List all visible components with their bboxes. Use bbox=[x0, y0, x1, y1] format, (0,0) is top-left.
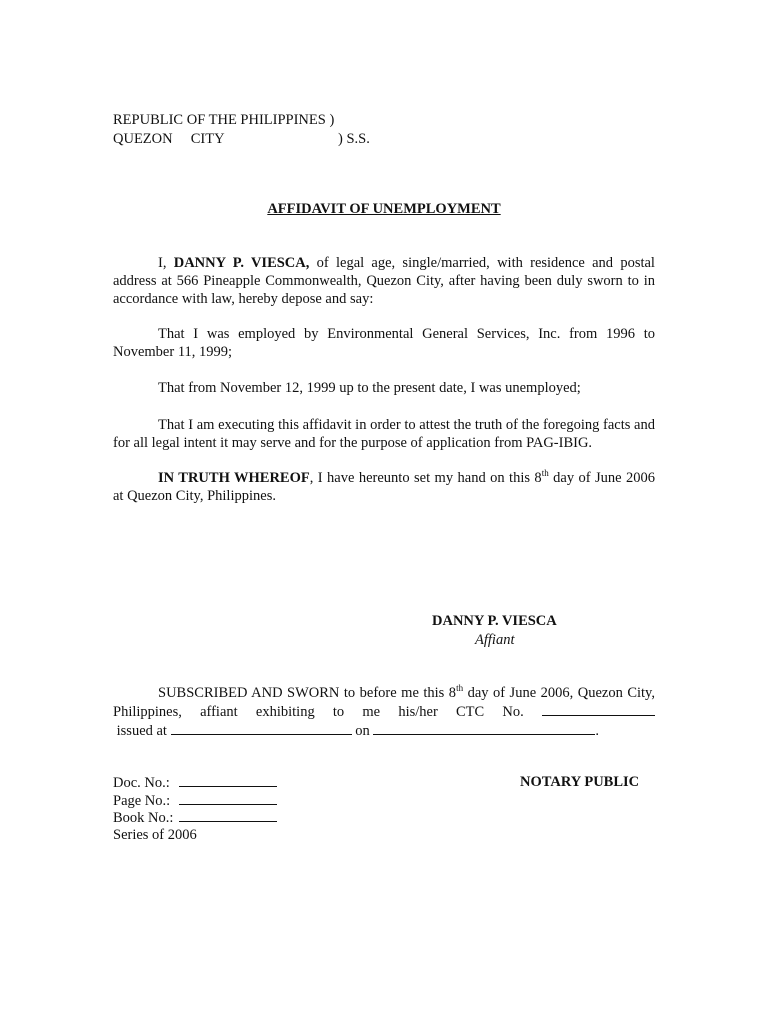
signature-role: Affiant bbox=[475, 632, 515, 648]
ctc-number-blank[interactable] bbox=[542, 702, 655, 716]
page-number-blank[interactable] bbox=[179, 791, 277, 805]
doc-number-label: Doc. No.: bbox=[113, 775, 170, 791]
intro-rest: of legal age, single/married, with residence and postal address at 566 Pineapple Commonwealth, Quezon City, after having been duly sworn to in accordance with law, hereby depose and say: bbox=[113, 255, 655, 307]
document-title: AFFIDAVIT OF UNEMPLOYMENT bbox=[267, 201, 501, 217]
jurat-ordinal: th bbox=[456, 683, 464, 694]
truth-text-b: day of June 2006 at Quezon City, Philippines. bbox=[113, 470, 656, 504]
paragraph-truth-whereof bbox=[113, 469, 655, 505]
affiant-name-inline: DANNY P. VIESCA, bbox=[173, 255, 310, 271]
jurat-text-e: . bbox=[595, 723, 599, 739]
jurat-text-a: SUBSCRIBED AND SWORN to before me this 8 bbox=[158, 685, 457, 701]
venue-country: REPUBLIC OF THE PHILIPPINES ) bbox=[113, 112, 335, 128]
venue-city: QUEZON CITY bbox=[113, 131, 225, 147]
truth-whereof-lead: IN TRUTH WHEREOF bbox=[158, 470, 310, 486]
book-number-label: Book No.: bbox=[113, 810, 174, 826]
doc-number-row bbox=[113, 773, 277, 792]
page-number-label: Page No.: bbox=[113, 793, 171, 809]
jurat-text-d: on bbox=[351, 723, 374, 739]
doc-number-blank[interactable] bbox=[179, 773, 277, 787]
paragraph-employment: That I was employed by Environmental General Services, Inc. from 1996 to November 11, 1999; bbox=[113, 326, 655, 360]
paragraph-jurat bbox=[113, 684, 655, 740]
notary-public-label: NOTARY PUBLIC bbox=[520, 774, 640, 790]
jurat-text-c: issued at bbox=[113, 723, 171, 739]
book-number-blank[interactable] bbox=[179, 808, 277, 822]
issued-at-blank[interactable] bbox=[171, 721, 352, 735]
book-number-row bbox=[113, 808, 277, 827]
truth-text-a: , I have hereunto set my hand on this 8 bbox=[309, 470, 542, 486]
venue-city-line bbox=[113, 130, 370, 148]
paragraph-purpose: That I am executing this affidavit in order to attest the truth of the foregoing facts and for all legal intent it may serve and for the purpose of application from PAG-IBIG. bbox=[113, 417, 655, 451]
truth-ordinal: th bbox=[541, 468, 549, 479]
jurat-text-b: day of June 2006, Quezon City, Philippines, affiant exhibiting to me his/her CTC No. bbox=[113, 685, 655, 720]
paragraph-affiant-intro bbox=[113, 254, 655, 308]
signature-name: DANNY P. VIESCA bbox=[432, 613, 557, 629]
paragraph-unemployment: That from November 12, 1999 up to the present date, I was unemployed; bbox=[158, 380, 581, 396]
venue-ss: ) S.S. bbox=[338, 131, 370, 147]
issued-on-blank[interactable] bbox=[373, 721, 595, 735]
intro-pre: I, bbox=[158, 255, 174, 271]
series-line: Series of 2006 bbox=[113, 827, 197, 843]
